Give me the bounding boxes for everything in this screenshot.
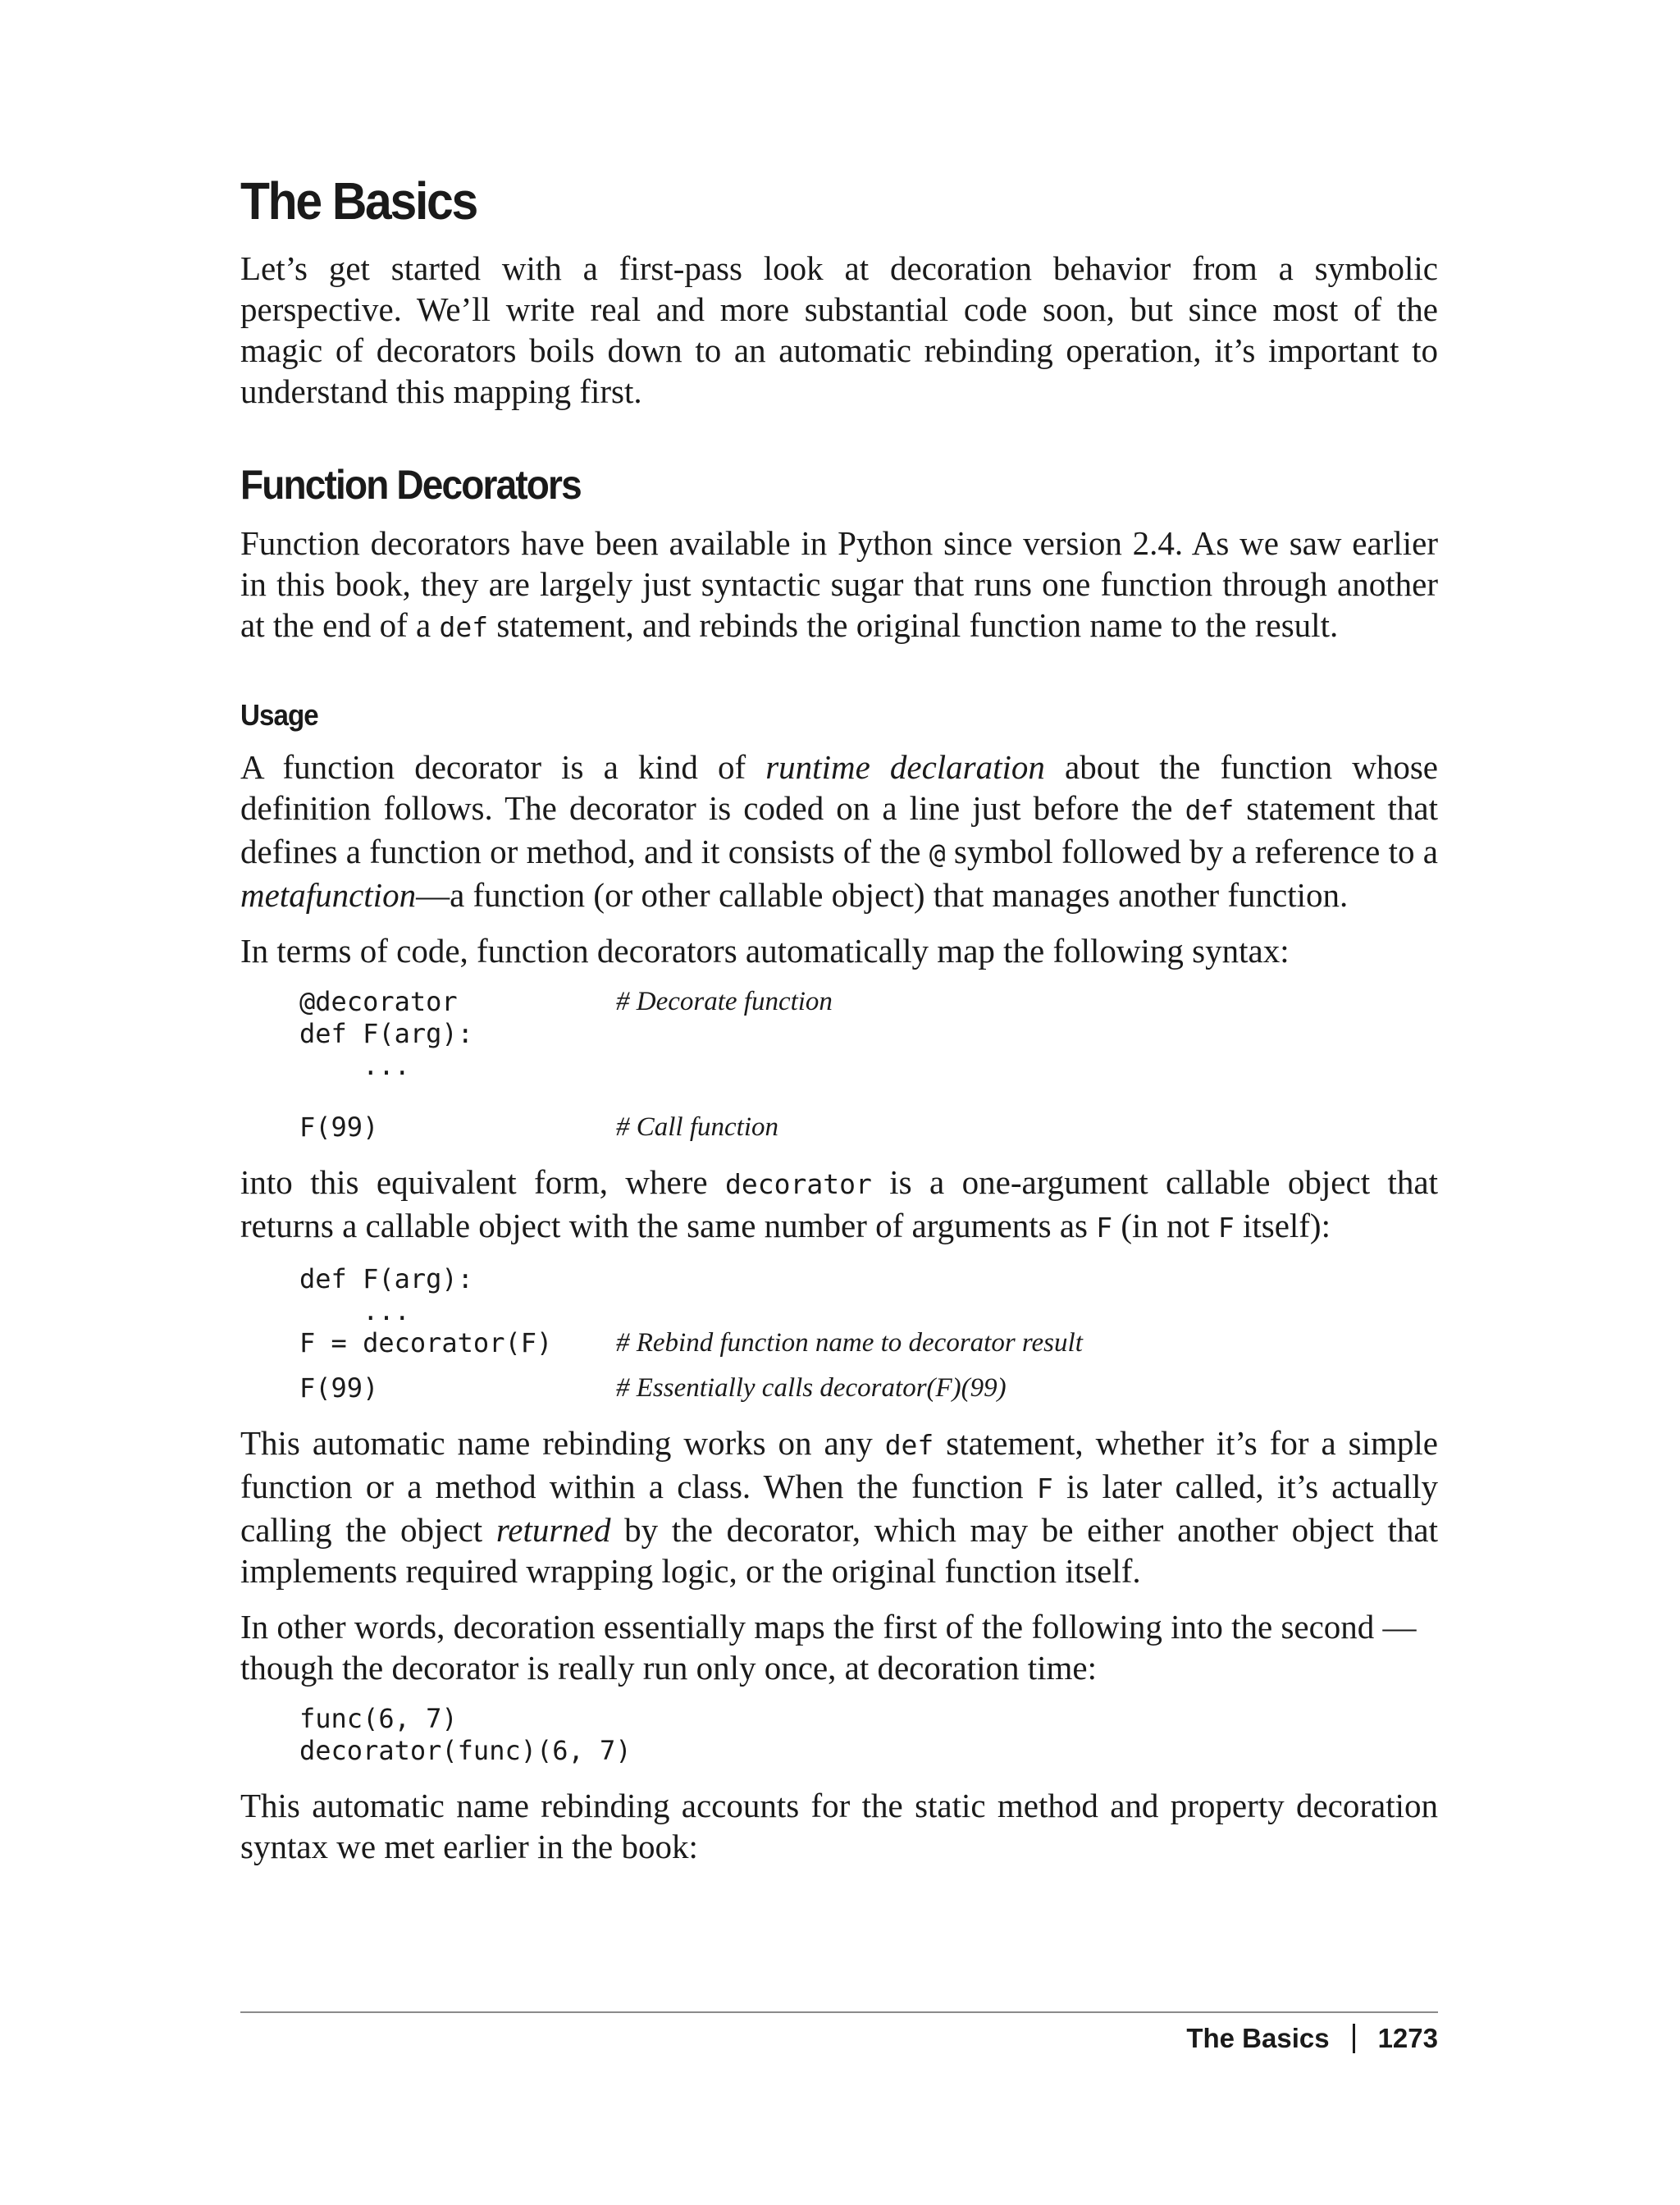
code-line: ...: [299, 1049, 410, 1081]
inline-code-f: F: [1217, 1211, 1235, 1244]
code-block-func-call: [299, 1703, 1438, 1767]
inline-code-f: F: [1036, 1472, 1053, 1504]
code-line: F = decorator(F) # Rebind function name to decorator result: [299, 1326, 1083, 1358]
inline-code-decorator: decorator: [725, 1167, 872, 1200]
code-block-equivalent-form: [299, 1263, 1438, 1404]
intro-paragraph: Let’s get started with a first-pass look at decoration behavior from a symbolic perspective. We’ll write real and more substantial code soon, but since most of the magic of decorators boils down to an automatic rebinding operation, it’s important to understand this mapping first.: [240, 249, 1438, 411]
equivalent-form-paragraph: into this equivalent form, where decorator is a one-argument callable object that returns a callable object with the same number of arguments as F (in not F itself):: [240, 1162, 1438, 1244]
footer-section-title: The Basics: [1186, 2023, 1330, 2053]
inline-code-f: F: [1096, 1211, 1113, 1244]
code-line: def F(arg):: [299, 1017, 473, 1049]
rebinding-paragraph: This automatic name rebinding works on any def statement, whether it’s for a simple function or a method within a class. When the function F is later called, it’s actually calling the object returned by the decorator, which may be either another object that implements required wrapping logic, or the original function itself.: [240, 1423, 1438, 1590]
footer-separator: [1353, 2024, 1355, 2053]
usage-paragraph: A function decorator is a kind of runtime declaration about the function whose definition follows. The decorator is coded on a line just before the def statement that defines a function or method, and it consists of the @ symbol followed by a reference to a metafunction—a function (or other callable object) that manages another function.: [240, 747, 1438, 914]
heading-the-basics: The Basics: [240, 171, 477, 231]
static-method-paragraph: This automatic name rebinding accounts for the static method and property decoration syntax we met earlier in the book:: [240, 1786, 1438, 1865]
heading-usage: Usage: [240, 698, 318, 733]
page-footer: [1186, 2023, 1438, 2054]
inline-code-def: def: [1185, 793, 1235, 826]
inline-code-at: @: [929, 837, 946, 870]
footer-divider: [240, 2011, 1438, 2013]
heading-function-decorators: Function Decorators: [240, 462, 581, 509]
code-line: F(99) # Essentially calls decorator(F)(99): [299, 1372, 1007, 1404]
code-line: func(6, 7): [299, 1702, 458, 1734]
code-line: def F(arg):: [299, 1262, 473, 1294]
code-line: ...: [299, 1294, 410, 1326]
page-content: [240, 172, 1438, 1882]
code-intro-paragraph: In terms of code, function decorators automatically map the following syntax:: [240, 931, 1290, 970]
code-block-decorator-syntax: [299, 986, 1438, 1144]
code-line: @decorator # Decorate function: [299, 985, 833, 1017]
inline-code-def: def: [439, 611, 489, 644]
page-number: 1273: [1377, 2023, 1438, 2053]
in-other-words-paragraph: In other words, decoration essentially maps the first of the following into the second —though the decorator is really run only once, at decoration time:: [240, 1607, 1417, 1687]
code-line: decorator(func)(6, 7): [299, 1734, 632, 1766]
function-decorators-paragraph: Function decorators have been available in Python since version 2.4. As we saw earlier in this book, they are largely just syntactic sugar that runs one function through another at the end of a def statement, and rebinds the original function name to the result.: [240, 524, 1438, 645]
code-line: F(99) # Call function: [299, 1111, 778, 1143]
inline-code-def: def: [884, 1428, 934, 1461]
